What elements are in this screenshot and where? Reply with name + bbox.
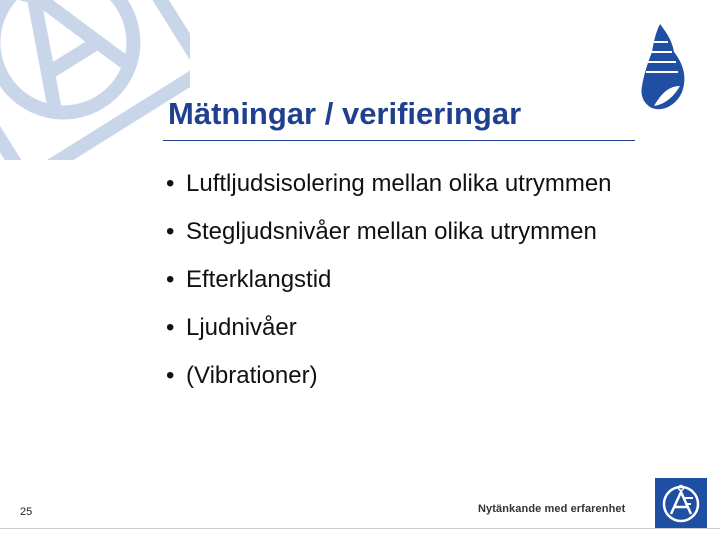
bullet-item — [166, 264, 612, 312]
bullet-text: Stegljudsnivåer mellan olika utrymmen — [186, 218, 597, 245]
bullet-list — [166, 168, 612, 408]
bullet-text: Ljudnivåer — [186, 314, 297, 341]
company-logo-icon — [655, 478, 707, 528]
slide-title: Mätningar / verifieringar — [168, 96, 522, 131]
bullet-text: (Vibrationer) — [186, 362, 318, 389]
footer-tagline: Nytänkande med erfarenhet — [478, 503, 626, 515]
bullet-marker: • — [166, 218, 175, 245]
footer-divider — [0, 528, 720, 529]
page-number: 25 — [20, 506, 33, 518]
bullet-item — [166, 360, 612, 408]
bullet-text: Efterklangstid — [186, 266, 332, 293]
company-emblem-watermark-icon — [0, 0, 190, 160]
bullet-item — [166, 168, 612, 216]
bullet-item — [166, 216, 612, 264]
title-underline — [163, 140, 635, 141]
bullet-item — [166, 312, 612, 360]
shell-icon — [632, 22, 688, 112]
bullet-marker: • — [166, 314, 175, 341]
bullet-marker: • — [166, 170, 175, 197]
bullet-text: Luftljudsisolering mellan olika utrymmen — [186, 170, 612, 197]
bullet-marker: • — [166, 362, 175, 389]
bullet-marker: • — [166, 266, 175, 293]
